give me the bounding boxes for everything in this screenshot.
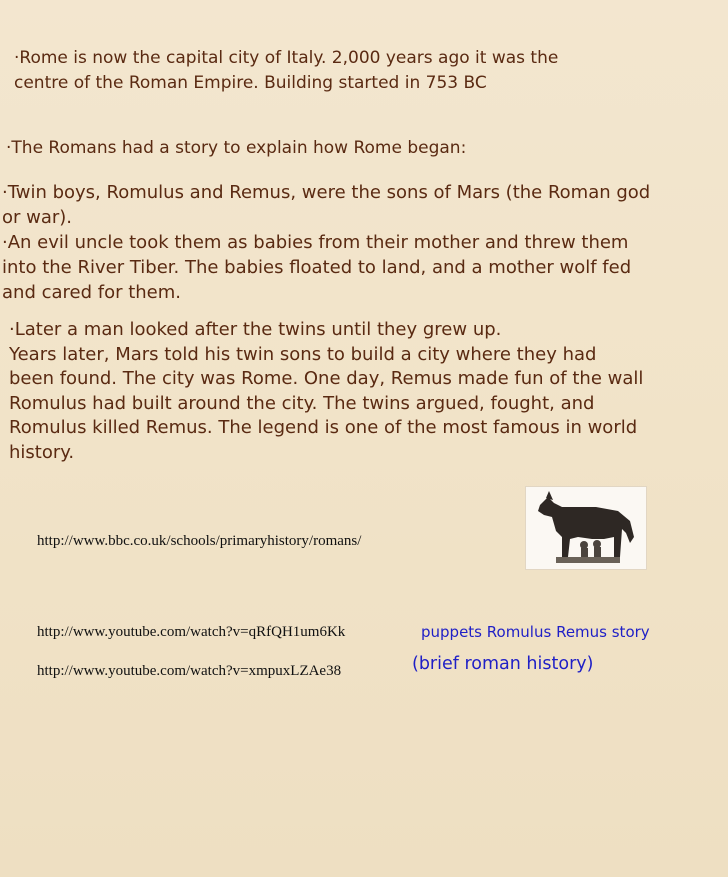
text-line: ·Twin boys, Romulus and Remus, were the sons of Mars (the Roman god	[2, 182, 651, 203]
text-line: ·Later a man looked after the twins until they grew up.	[9, 319, 502, 340]
paragraph-twin-boys	[2, 180, 650, 305]
link-bbc-romans[interactable]: http://www.bbc.co.uk/schools/primaryhistory/romans/	[37, 533, 362, 549]
text-line: Years later, Mars told his twin sons to build a city where they had	[9, 343, 597, 365]
paragraph-story-intro	[6, 136, 466, 161]
text-line: ·The Romans had a story to explain how Rome began:	[6, 138, 467, 158]
link-youtube-puppets[interactable]: http://www.youtube.com/watch?v=qRfQH1um6Kk	[37, 624, 346, 640]
text-line: been found. The city was Rome. One day, Remus made fun of the wall	[9, 368, 644, 390]
text-line: centre of the Roman Empire. Building started in 753 BC	[14, 73, 487, 93]
paragraph-founding-legend	[9, 318, 643, 466]
note-puppets-story: puppets Romulus Remus story	[421, 623, 650, 641]
text-line: Romulus killed Remus. The legend is one of the most famous in world	[9, 417, 638, 439]
paragraph-rome-capital	[14, 46, 558, 96]
link-youtube-history[interactable]: http://www.youtube.com/watch?v=xmpuxLZAe38	[37, 663, 342, 679]
text-line: or war).	[2, 207, 73, 228]
she-wolf-statue-drawing	[526, 487, 646, 569]
note-brief-history: (brief roman history)	[412, 654, 594, 674]
text-line: history.	[9, 441, 75, 463]
text-line: Romulus had built around the city. The twins argued, fought, and	[9, 392, 595, 414]
text-line: and cared for them.	[2, 282, 182, 303]
text-line: ·Rome is now the capital city of Italy. 2,000 years ago it was the	[14, 48, 559, 68]
text-line: into the River Tiber. The babies floated to land, and a mother wolf fed	[2, 257, 632, 278]
text-line: ·An evil uncle took them as babies from their mother and threw them	[2, 232, 629, 253]
she-wolf-statue-icon	[525, 486, 647, 570]
